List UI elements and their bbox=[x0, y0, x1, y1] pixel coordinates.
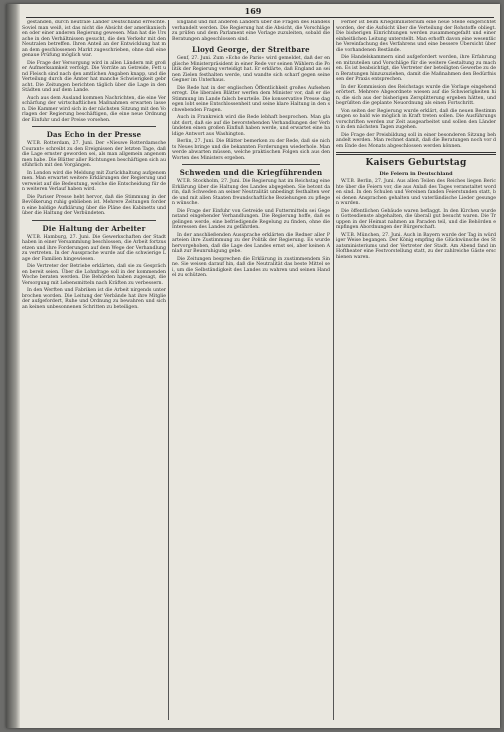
article-subheading: Die Feiern in Deutschland bbox=[379, 171, 453, 177]
article-heading: Schweden und die Kriegführenden bbox=[179, 168, 323, 177]
article-paragraph: W.T.B. Hamburg, 27. Juni. Die Gewerkschaften der Stadt haben in einer Versammlung beschlossen, die Arbeit fortzusetzen und ihre Forderungen auf dem Wege der Verhandlung zu vertreten. In der Aussprache wurde auf die schwierige Lage der Familien hingewiesen. bbox=[22, 234, 166, 262]
article-heading: Das Echo in der Presse bbox=[46, 130, 142, 139]
header-rule bbox=[26, 17, 494, 18]
article-paragraph: W.T.B. Stockholm, 27. Juni. Die Regierung hat im Reichstag eine Erklärung über die Haltung des Landes abgegeben. Sie betont darin, daß Schweden an seiner Neutralität unbedingt festhalten werde und mit allen Staaten freundschaftliche Beziehungen zu pflegen wünsche. bbox=[172, 179, 330, 206]
article-paragraph: Die Frage der Versorgung wird in allen Ländern mit großer Aufmerksamkeit verfolgt. Die Vorräte an Getreide, Fett und Fleisch sind nach den amtlichen Angaben knapp, und die Verteilung durch die Ämter hat manche Schwierigkeit gebracht. Die Zeitungen berichten täglich über die Lage in den Städten und auf dem Lande. bbox=[22, 60, 166, 93]
article-paragraph: Auch in Frankreich wird die Rede lebhaft besprochen. Man glaubt dort, daß sie auf die bevorstehenden Verhandlungen der Verbündeten einen großen Einfluß haben werde, und erwartet eine baldige Antwort aus Washington. bbox=[172, 115, 330, 137]
newspaper-page bbox=[6, 4, 500, 728]
article-paragraph: gestanden, durch neutrale Länder Deutschland erreichte. Soviel man weiß, ist das nicht die Absicht der amerikanischen oder einer anderen Regierung gewesen. Man hat die Ursache in den Verhältnissen gesucht, die den Verkehr mit den Neutralen betreffen. Ihren Anteil an der Entwicklung hat man dem geschlossenen Markt zugeschrieben, ohne daß eine genaue Prüfung möglich war. bbox=[22, 20, 166, 58]
article-heading: Die Haltung der Arbeiter bbox=[42, 223, 146, 233]
column-1 bbox=[22, 20, 166, 720]
article-heading: Lloyd George, der Streitbare bbox=[192, 45, 310, 54]
article-paragraph: Berlin, 27. Juni. Die Blätter bemerken zu der Rede, daß sie nichts Neues bringe und die bekannten Forderungen wiederhole. Man werde abwarten müssen, welche praktischen Folgen sich aus den Worten des Ministers ergeben. bbox=[172, 139, 330, 161]
article-paragraph: Auch aus dem Ausland kommen Nachrichten, die eine Verschärfung der wirtschaftlichen Maßnahmen erwarten lassen. Die Kammer wird sich in der nächsten Sitzung mit den Vorlagen der Regierung beschäftigen, die eine neue Ordnung der Einfuhr und der Preise vorsehen. bbox=[22, 95, 166, 123]
article-heading: Kaisers Geburtstag bbox=[365, 158, 467, 168]
article-paragraph: In der anschließenden Aussprache erklärten die Redner aller Parteien ihre Zustimmung zu der Politik der Regierung. Es wurde hervorgehoben, daß die Lage des Landes ernst sei, aber keinen Anlaß zur Beunruhigung gebe. bbox=[172, 232, 330, 254]
column-separator bbox=[32, 126, 156, 127]
article-paragraph: Die Vertreter der Betriebe erklärten, daß sie zu Gesprächen bereit seien. Über die Lohnfrage soll in der kommenden Woche beraten werden. Die Behörden haben zugesagt, die Versorgung mit Lebensmitteln nach Kräften zu verbessern. bbox=[22, 264, 166, 286]
article-paragraph: In den Werften und Fabriken ist die Arbeit nirgends unterbrochen worden. Die Leitung der Verbände hat ihre Mitglieder aufgefordert, Ruhe und Ordnung zu bewahren und sich an keinen unbesonnenen Schritten zu beteiligen. bbox=[22, 288, 166, 310]
column-separator bbox=[336, 152, 496, 155]
article-paragraph: Ferner ist beim Kriegsministerium eine neue Stelle eingerichtet worden, der die Aufsicht über die Verteilung der Rohstoffe obliegt. Die bisherigen Einrichtungen werden zusammengefaßt und einer einheitlichen Leitung unterstellt. Man erhofft davon eine wesentliche Vereinfachung des Verfahrens und eine bessere Übersicht über die vorhandenen Bestände. bbox=[336, 20, 496, 53]
article-paragraph: W.T.B. München, 27. Juni. Auch in Bayern wurde der Tag in würdiger Weise begangen. Der König empfing die Glückwünsche des Staatsministeriums und der Vertreter der Stadt. Am Abend fand im Hoftheater eine Festvorstellung statt, zu der zahlreiche Gäste erschienen waren. bbox=[336, 232, 496, 260]
article-paragraph: In London wird die Meldung mit Zurückhaltung aufgenommen. Man erwartet weitere Erklärungen der Regierung und verweist auf die Bedeutung, welche die Entscheidung für den weiteren Verlauf haben wird. bbox=[22, 170, 166, 192]
article-paragraph: W.T.B. Berlin, 27. Juni. Aus allen Teilen des Reiches liegen Berichte über die Feiern vor, die aus Anlaß des Tages veranstaltet worden sind. In den Schulen und Vereinen fanden Feierstunden statt, bei denen Ansprachen gehalten und vaterländische Lieder gesungen wurden. bbox=[336, 179, 496, 206]
article-paragraph: Die Pariser Presse hebt hervor, daß die Stimmung in der Bevölkerung ruhig geblieben ist. Mehrere Zeitungen fordern eine baldige Aufklärung über die Pläne des Kabinetts und über die Haltung der Verbündeten. bbox=[22, 194, 166, 216]
column-separator bbox=[182, 164, 320, 165]
article-paragraph: Die öffentlichen Gebäude waren beflaggt. In den Kirchen wurden Gottesdienste abgehalten, die überall gut besucht waren. Die Truppen in der Heimat nahmen an Paraden teil, und die Behörden empfingen Abordnungen der Bürgerschaft. bbox=[336, 208, 496, 230]
column-2 bbox=[172, 20, 330, 720]
article-paragraph: W.T.B. Rotterdam, 27. Juni. Der »Nieuwe Rotterdamsche Courant« schreibt zu den Ereignissen der letzten Tage, daß die Lage ernster geworden sei, als man allgemein angenommen habe. Die Blätter aller Richtungen beschäftigen sich ausführlich mit den Vorgängen. bbox=[22, 141, 166, 168]
article-paragraph: Die Frage der Preisbildung soll in einer besonderen Sitzung behandelt werden. Man rechnet damit, daß die Beratungen noch vor dem Ende des Monats abgeschlossen werden können. bbox=[336, 132, 496, 149]
article-paragraph: Genf, 27. Juni. Zum »Echo de Paris« wird gemeldet, daß der englische Ministerpräsident in einer Rede vor seinen Wählern die Politik der Regierung verteidigt hat. Er erklärte, daß England an seinen Zielen festhalten werde, und wandte sich scharf gegen seine Gegner im Unterhaus. bbox=[172, 56, 330, 83]
article-paragraph: England und mit anderen Ländern über die Fragen des Handels verhandelt werden. Die Regierung hat die Absicht, die Vorschläge zu prüfen und dem Parlament eine Vorlage zuzuleiten, sobald die Beratungen abgeschlossen sind. bbox=[172, 20, 330, 42]
column-rule bbox=[333, 20, 334, 720]
column-separator bbox=[32, 220, 156, 221]
article-paragraph: Von seiten der Regierung wurde erklärt, daß die neuen Bestimmungen so bald wie möglich in Kraft treten sollen. Die Ausführungsvorschriften werden zur Zeit ausgearbeitet und sollen den Ländern in den nächsten Tagen zugehen. bbox=[336, 108, 496, 130]
article-paragraph: Die Handelskammern sind aufgefordert worden, ihre Erfahrungen mitzuteilen und Vorschläge für die weitere Gestaltung zu machen. Es ist beabsichtigt, die Vertreter der beteiligten Gewerbe zu den Beratungen hinzuzuziehen, damit die Maßnahmen den Bedürfnissen der Praxis entsprechen. bbox=[336, 55, 496, 82]
article-paragraph: In der Kommission des Reichstags wurde die Vorlage eingehend erörtert. Mehrere Abgeordnete wiesen auf die Schwierigkeiten hin, die sich aus der bisherigen Zersplitterung ergeben hätten, und begrüßten die geplante Neuordnung als einen Fortschritt. bbox=[336, 84, 496, 106]
column-3 bbox=[336, 20, 496, 720]
page-number: 169 bbox=[244, 6, 262, 16]
article-paragraph: Die Zeitungen besprechen die Erklärung in zustimmendem Sinne. Sie weisen darauf hin, daß die Neutralität das beste Mittel sei, um die Selbständigkeit des Landes zu wahren und seinen Handel zu schützen. bbox=[172, 256, 330, 278]
article-paragraph: Die Rede hat in der englischen Öffentlichkeit großes Aufsehen erregt. Die liberalen Blätter werfen dem Minister vor, daß er die Stimmung im Lande falsch beurteile. Die konservative Presse dagegen lobt seine Entschlossenheit und seine klare Haltung in den schwebenden Fragen. bbox=[172, 85, 330, 113]
column-rule bbox=[168, 20, 169, 720]
binding-gutter bbox=[6, 4, 20, 728]
article-paragraph: Die Frage der Einfuhr von Getreide und Futtermitteln sei Gegenstand eingehender Verhandlungen. Die Regierung hoffe, daß es gelingen werde, eine befriedigende Regelung zu finden, ohne die Interessen des Landes zu gefährden. bbox=[172, 208, 330, 230]
